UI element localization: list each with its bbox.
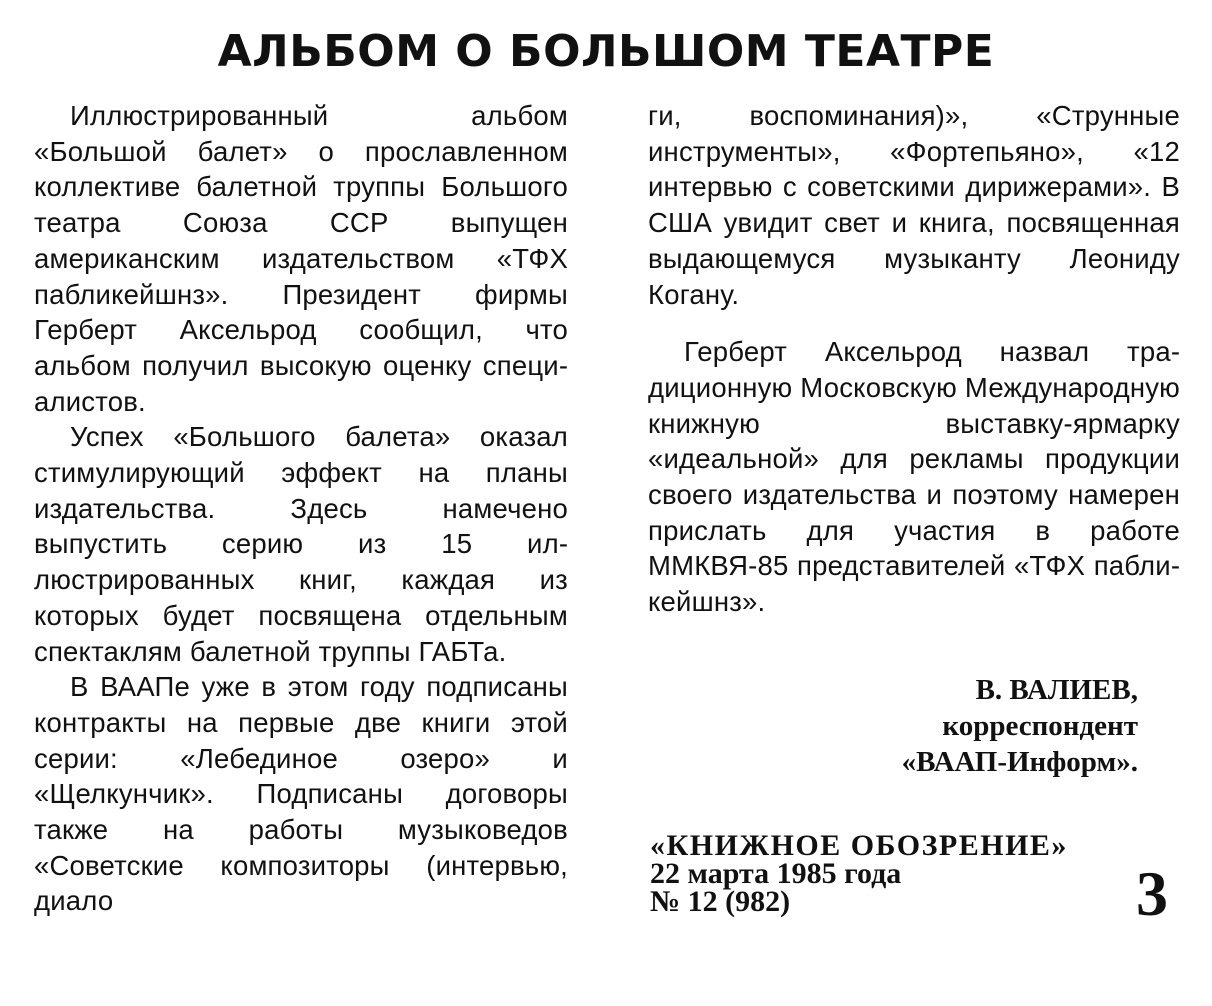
article-byline — [700, 672, 1138, 780]
article-paragraph: Успех «Большого балета» оказал стимулирующий эффект на планы издательства. Здесь намечено выпустить серию из 15 иллюстрированных книг, каждая из которых будет посвящена отдельным спектаклям балетной труппы ГАБТа. — [34, 421, 568, 667]
footer-issue: № 12 (982) — [650, 885, 791, 918]
article-paragraph: Герберт Аксельрод назвал традиционную Московскую Международную книжную выставку-ярмарку «идеальной» для рекламы продукции своего издательства и поэтому намерен прислать для участия в работе ММКВЯ-85 представителей «ТФХ пабликейшнз». — [648, 336, 1180, 618]
article-paragraph: Иллюстрированный альбом «Большой балет» о прославленном коллективе балетной труппы Большого театра Союза ССР выпущен американским издательством «ТФХ пабликейшнз». Президент фирмы Герберт Аксельрод сообщил, что альбом получил высокую оценку специалистов. — [34, 100, 568, 417]
article-headline: АЛЬБОМ О БОЛЬШОМ ТЕАТРЕ — [217, 26, 995, 77]
article-right-column — [648, 98, 1180, 620]
footer-publication: «КНИЖНОЕ ОБОЗРЕНИЕ» — [650, 829, 1068, 862]
byline-author: В. ВАЛИЕВ, — [975, 674, 1138, 706]
article-paragraph: В ВААПе уже в этом году подписаны контракты на первые две книги этой серии: «Лебединое озеро» и «Щелкунчик». Подписаны договоры также на работы музыковедов «Советские композиторы (интервью, диало — [34, 671, 568, 917]
page-number: 3 — [1136, 858, 1168, 929]
footer-date: 22 марта 1985 года — [650, 857, 902, 890]
article-left-column — [34, 98, 568, 919]
page-footer — [650, 829, 1180, 918]
byline-role: корреспондент — [942, 710, 1138, 742]
article-paragraph-continued: ги, воспоминания)», «Струнные инструменты», «Фортепьяно», «12 интервью с советскими дирижерами». В США увидит свет и книга, посвященная выдающемуся музыканту Леониду Когану. — [648, 100, 1180, 310]
byline-agency: «ВААП-Информ». — [901, 746, 1138, 778]
